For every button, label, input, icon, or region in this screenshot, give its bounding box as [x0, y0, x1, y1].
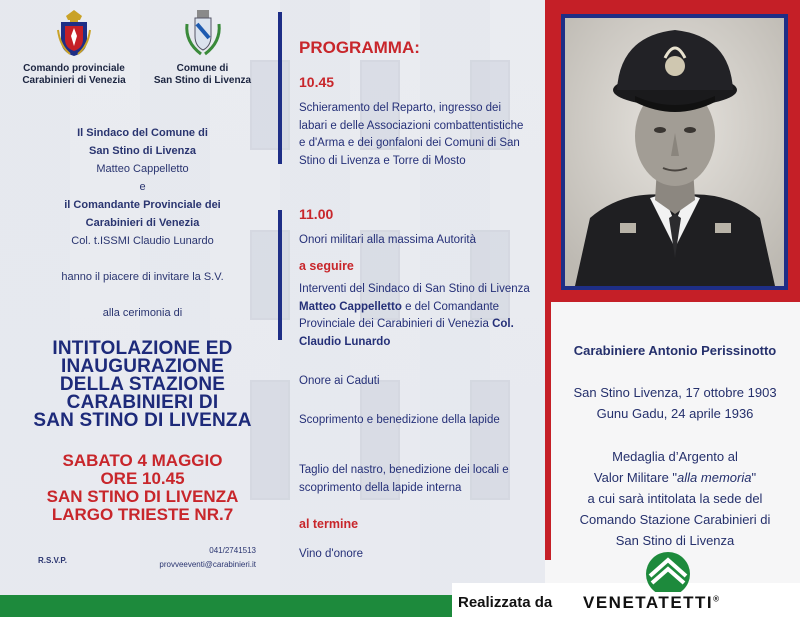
death-info: Gunu Gadu, 24 aprile 1936: [596, 406, 754, 421]
program-item: [299, 462, 531, 497]
program-item: [299, 258, 531, 276]
brand-name: VENETATETTI: [583, 593, 714, 612]
program-subheading: a seguire: [299, 259, 354, 273]
rsvp-phone: 041/2741513: [209, 546, 256, 555]
comune-crest-icon: [181, 8, 225, 58]
invite-line: Il Sindaco del Comune di: [77, 127, 208, 139]
accent-line: [545, 302, 551, 560]
event-date: SABATO 4 MAGGIO: [62, 451, 223, 470]
medal-line: Comando Stazione Carabinieri di: [579, 512, 771, 527]
program-description: Vino d'onore: [299, 548, 364, 560]
medal-line: a cui sarà intitolata la sede del: [587, 491, 763, 506]
divider-line: [278, 210, 282, 340]
logo-text-line: Comando provinciale: [23, 63, 125, 74]
medal-line: [555, 467, 795, 488]
comune-logo: [145, 8, 260, 87]
portrait-frame: [545, 0, 800, 302]
event-title: [10, 340, 275, 430]
medal-line: San Stino di Livenza: [615, 533, 735, 548]
honoree-name: Carabiniere Antonio Perissinotto: [573, 343, 777, 358]
program-section: [299, 38, 531, 58]
program-description: [299, 281, 531, 351]
medal-line: Medaglia d’Argento al: [612, 449, 738, 464]
event-details: [10, 452, 275, 524]
medal-text: ": [751, 470, 757, 485]
rsvp-email[interactable]: provveeventi@carabinieri.it: [159, 560, 256, 569]
program-heading: PROGRAMMA:: [299, 38, 420, 57]
program-time: 10.45: [299, 74, 335, 90]
program-item: [299, 206, 531, 224]
program-item: [299, 373, 531, 391]
program-description: Onore ai Caduti: [299, 375, 380, 387]
program-subheading: al termine: [299, 517, 359, 531]
invite-line: San Stino di Livenza: [89, 145, 196, 157]
invite-line: Col. t.ISSMI Claudio Lunardo: [71, 235, 214, 247]
invitation-text: [10, 124, 275, 322]
title-line: DELLA STAZIONE: [59, 374, 226, 395]
invite-line: il Comandante Provinciale dei: [64, 199, 221, 211]
rsvp-label: R.S.V.P.: [38, 556, 67, 565]
title-line: INTITOLAZIONE ED: [52, 338, 233, 359]
carabinieri-logo: [14, 8, 134, 87]
program-description: Scoprimento e benedizione della lapide: [299, 414, 500, 426]
invite-line: hanno il piacere di invitare la S.V.: [61, 271, 224, 283]
logo-text-line: Carabinieri di Venezia: [22, 75, 126, 86]
program-item: [299, 546, 531, 564]
logo-text-line: San Stino di Livenza: [153, 75, 252, 86]
portrait-photo: [561, 14, 788, 290]
event-time: ORE 10.45: [100, 469, 185, 488]
program-item: [299, 516, 531, 534]
sponsor-caption: Realizzata da: [458, 594, 553, 611]
medal-text: alla memoria: [677, 470, 752, 485]
invite-line: Matteo Cappelletto: [96, 163, 189, 175]
carabinieri-crest-icon: [56, 8, 92, 58]
portrait-image: [565, 18, 784, 286]
honoree-dates: [555, 382, 795, 424]
rsvp-contact: [150, 544, 256, 572]
program-description: Onori militari alla massima Autorità: [299, 234, 477, 246]
medal-info: [555, 446, 795, 551]
birth-info: San Stino Livenza, 17 ottobre 1903: [573, 385, 777, 400]
title-line: SAN STINO DI LIVENZA: [33, 410, 252, 431]
program-description: Taglio del nastro, benedizione dei locali e scoprimento della lapide interna: [299, 464, 509, 494]
registered-mark: ®: [713, 594, 721, 604]
program-item: [299, 100, 531, 170]
program-description: Schieramento del Reparto, ingresso dei labari e delle Associazioni combattentistiche e d'Arma e dei gonfaloni dei Comuni di San Stino di Livenza e Torre di Mosto: [299, 102, 524, 167]
program-item: [299, 412, 531, 430]
program-time: 11.00: [299, 206, 334, 222]
event-place: SAN STINO DI LIVENZA: [46, 487, 239, 506]
program-item: [299, 232, 531, 250]
venetatetti-logo-icon: [640, 550, 696, 592]
divider-line: [278, 12, 282, 164]
commander-name: Col. Claudio Lunardo: [299, 318, 514, 348]
event-address: LARGO TRIESTE NR.7: [51, 505, 234, 524]
sponsor-brand: [583, 593, 721, 613]
medal-text: Valor Militare ": [593, 470, 678, 485]
logo-text-line: Comune di: [176, 63, 229, 74]
program-text: e del Comandante Provinciale dei Carabinieri di Venezia: [299, 300, 500, 330]
program-item: [299, 281, 531, 351]
mayor-name: Matteo Cappelletto: [299, 300, 402, 313]
program-text: Interventi del Sindaco di San Stino di Livenza: [299, 283, 530, 295]
footer-green-bar: [0, 595, 452, 617]
invite-line: Carabinieri di Venezia: [85, 217, 200, 229]
title-line: CARABINIERI DI: [66, 392, 219, 413]
title-line: INAUGURAZIONE: [60, 356, 225, 377]
invite-line: alla cerimonia di: [102, 307, 183, 319]
invite-line: e: [139, 181, 146, 193]
program-item: [299, 74, 531, 92]
